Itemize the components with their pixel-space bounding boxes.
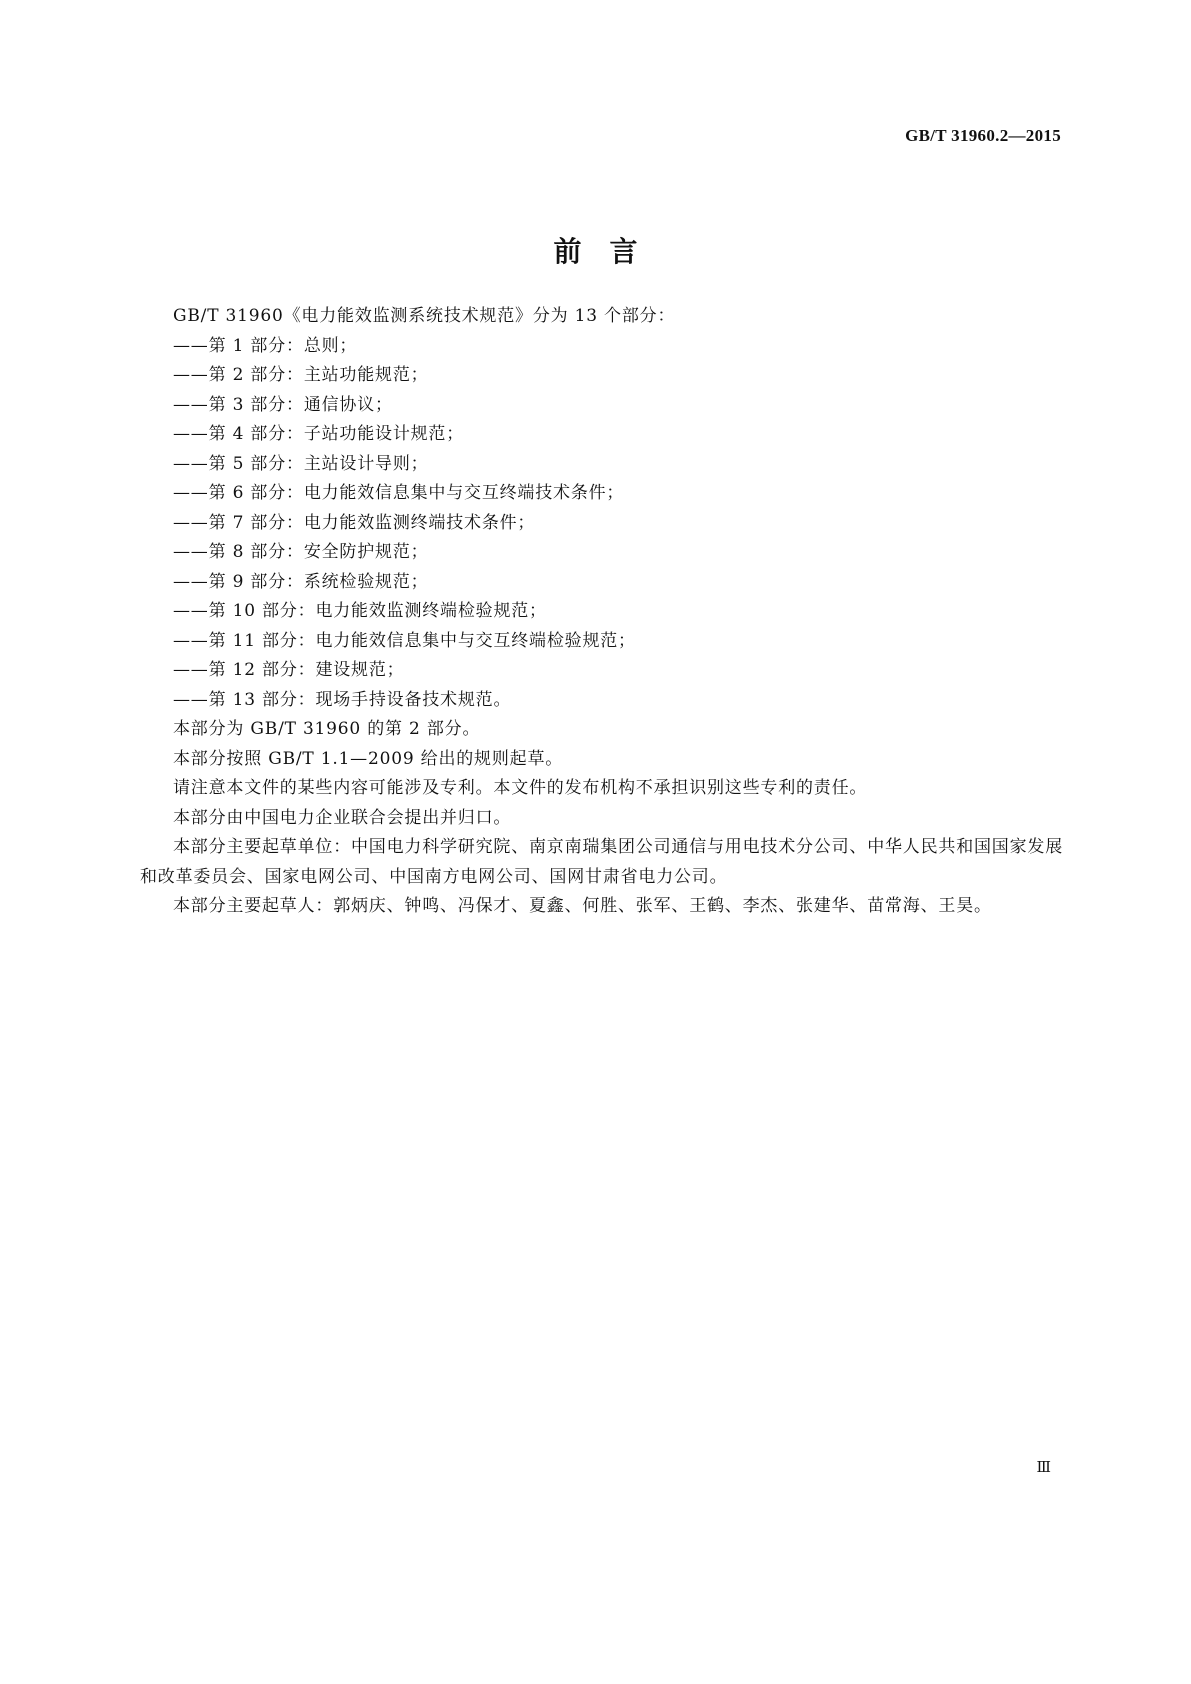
page-title: 前 言 [553, 235, 638, 268]
list-item: ——第 1 部分：总则； [173, 335, 358, 356]
list-item: ——第 9 部分：系统检验规范； [173, 571, 429, 592]
intro-paragraph: GB/T 31960《电力能效监测系统技术规范》分为 13 个部分： [173, 306, 676, 326]
list-item: ——第 5 部分：主站设计导则； [173, 453, 429, 474]
parts-list [140, 332, 1065, 716]
list-item: ——第 3 部分：通信协议； [173, 394, 393, 415]
list-item: ——第 4 部分：子站功能设计规范； [173, 424, 465, 444]
page-number: Ⅲ [1036, 1460, 1051, 1476]
list-item: ——第 12 部分：建设规范； [173, 660, 405, 680]
preface-body [140, 302, 1065, 922]
list-item: ——第 7 部分：电力能效监测终端技术条件； [173, 512, 536, 533]
body-paragraph: 请注意本文件的某些内容可能涉及专利。本文件的发布机构不承担识别这些专利的责任。 [173, 778, 868, 798]
list-item: ——第 2 部分：主站功能规范； [173, 365, 429, 385]
body-paragraph: 本部分为 GB/T 31960 的第 2 部分。 [173, 719, 481, 739]
drafters-paragraph: 本部分主要起草人：郭炳庆、钟鸣、冯保才、夏鑫、何胜、张军、王鹤、李杰、张建华、苗常海、王昊。 [173, 896, 992, 916]
list-item: ——第 11 部分：电力能效信息集中与交互终端检验规范； [173, 630, 636, 651]
list-item: ——第 13 部分：现场手持设备技术规范。 [173, 689, 512, 710]
list-item: ——第 10 部分：电力能效监测终端检验规范； [173, 601, 547, 621]
standard-code: GB/T 31960.2—2015 [905, 126, 1061, 145]
drafting-units-paragraph: 本部分主要起草单位：中国电力科学研究院、南京南瑞集团公司通信与用电技术分公司、中华人民共和国国家发展和改革委员会、国家电网公司、中国南方电网公司、国网甘肃省电力公司。 [140, 837, 1063, 887]
list-item: ——第 6 部分：电力能效信息集中与交互终端技术条件； [173, 483, 625, 503]
list-item: ——第 8 部分：安全防护规范； [173, 542, 429, 562]
body-paragraph: 本部分由中国电力企业联合会提出并归口。 [173, 807, 512, 828]
body-paragraph: 本部分按照 GB/T 1.1—2009 给出的规则起草。 [173, 748, 564, 769]
